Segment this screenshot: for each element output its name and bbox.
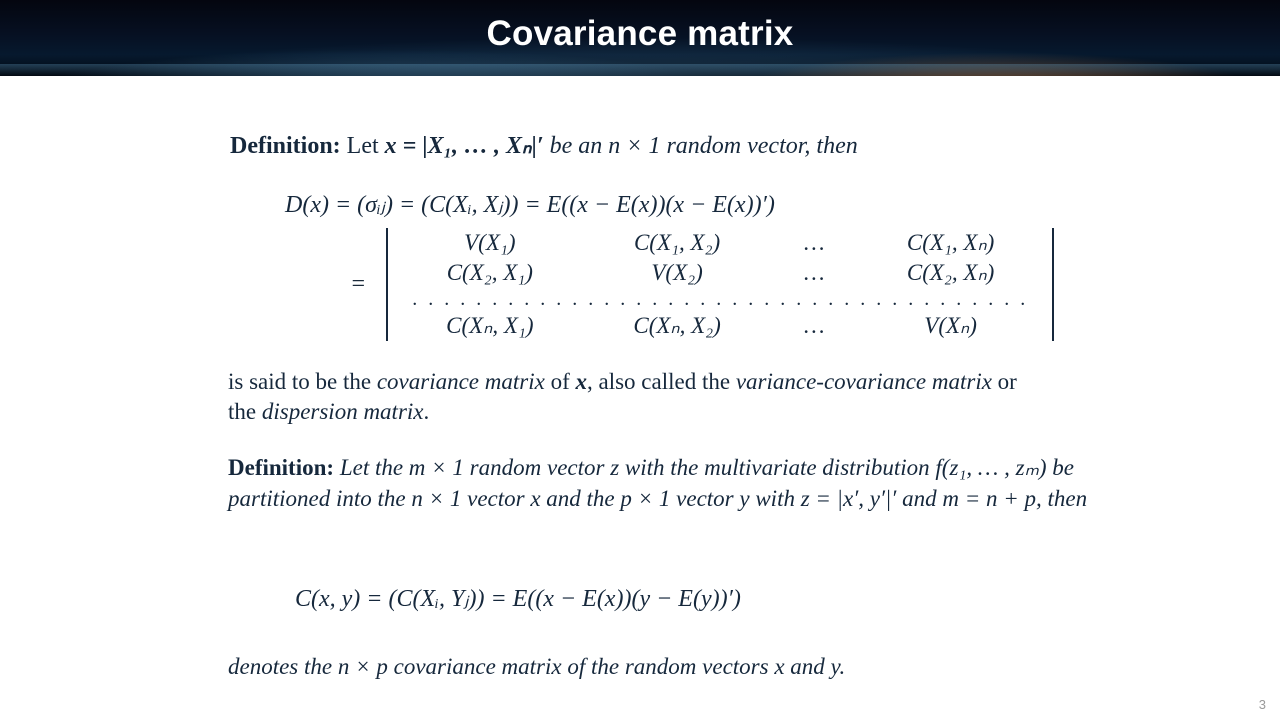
table-row bbox=[396, 258, 1044, 288]
matrix-cell: V(X₁) bbox=[464, 230, 516, 255]
definition-1-text-before: Let bbox=[346, 133, 379, 159]
matrix-cell: C(X₂, X₁) bbox=[446, 260, 533, 285]
matrix-cell: C(Xₙ, X₁) bbox=[446, 313, 534, 338]
definition-2-block bbox=[228, 453, 1098, 515]
table-row bbox=[396, 228, 1044, 258]
variable-x: x bbox=[575, 369, 587, 394]
matrix-cell: V(Xₙ) bbox=[924, 313, 977, 338]
matrix-table bbox=[396, 228, 1044, 341]
matrix-left-bar bbox=[386, 228, 388, 341]
matrix-cell: C(X₁, Xₙ) bbox=[906, 230, 995, 255]
matrix-cell: C(X₁, X₂) bbox=[633, 230, 721, 255]
table-row bbox=[396, 288, 1044, 311]
matrix-cell: C(Xₙ, X₂) bbox=[633, 313, 721, 338]
definition-1-vector: x = |X₁, … , Xₙ|′ bbox=[384, 133, 544, 159]
matrix-equals-sign: = bbox=[350, 271, 367, 297]
slide-header-banner bbox=[0, 0, 1280, 76]
matrix-ellipsis-row: . . . . . . . . . . . . . . . . . . . . . . . . . . . . . . . . . . . . . . . bbox=[412, 288, 1029, 310]
definition-1-label: Definition: bbox=[230, 133, 341, 159]
text-fragment: or the bbox=[228, 369, 1017, 425]
emphasis-dispersion-matrix: dispersion matrix bbox=[261, 399, 424, 425]
matrix-cell: … bbox=[802, 260, 826, 285]
covariance-matrix-block bbox=[350, 228, 1062, 341]
equation-cross-covariance: C(x, y) = (C(Xᵢ, Yⱼ)) = E((x − E(x))(y − E(y))′) bbox=[295, 586, 741, 612]
matrix-cell: … bbox=[802, 313, 826, 338]
text-fragment: , also called the bbox=[587, 369, 736, 394]
definition-1-line bbox=[230, 131, 858, 160]
table-row bbox=[396, 311, 1044, 341]
text-fragment: of bbox=[544, 369, 576, 394]
definition-1-text-after: be an n × 1 random vector, then bbox=[549, 133, 858, 159]
paragraph-closing: denotes the n × p covariance matrix of the random vectors x and y. bbox=[228, 654, 846, 679]
matrix-right-bar bbox=[1052, 228, 1054, 341]
emphasis-covariance-matrix: covariance matrix bbox=[376, 369, 545, 394]
slide-body bbox=[0, 76, 1280, 720]
page-title: Covariance matrix bbox=[486, 14, 794, 53]
definition-2-label: Definition: bbox=[228, 455, 335, 480]
text-fragment: is said to be the bbox=[228, 369, 377, 394]
banner-glow bbox=[0, 64, 1280, 76]
definition-2-line-2: f(z₁, … , zₘ) be partitioned into the n × 1 vector x and the p × 1 vector y bbox=[228, 455, 1075, 511]
page-number: 3 bbox=[1258, 697, 1266, 712]
equation-covariance-definition: D(x) = (σᵢⱼ) = (C(Xᵢ, Xⱼ)) = E((x − E(x))(x − E(x))′) bbox=[285, 192, 775, 218]
matrix-cell: V(X₂) bbox=[651, 260, 703, 285]
definition-2-line-1: Let the m × 1 random vector z with the multivariate distribution bbox=[339, 455, 930, 480]
emphasis-variance-covariance-matrix: variance-covariance matrix bbox=[735, 369, 992, 394]
text-fragment: . bbox=[423, 399, 430, 425]
matrix-wrapper bbox=[378, 228, 1062, 341]
definition-2-line-3: with z = |x′, y′|′ and m = n + p, then bbox=[755, 485, 1088, 511]
paragraph-after-matrix bbox=[228, 367, 1048, 428]
matrix-cell: C(X₂, Xₙ) bbox=[906, 260, 995, 285]
matrix-cell: … bbox=[802, 230, 826, 255]
